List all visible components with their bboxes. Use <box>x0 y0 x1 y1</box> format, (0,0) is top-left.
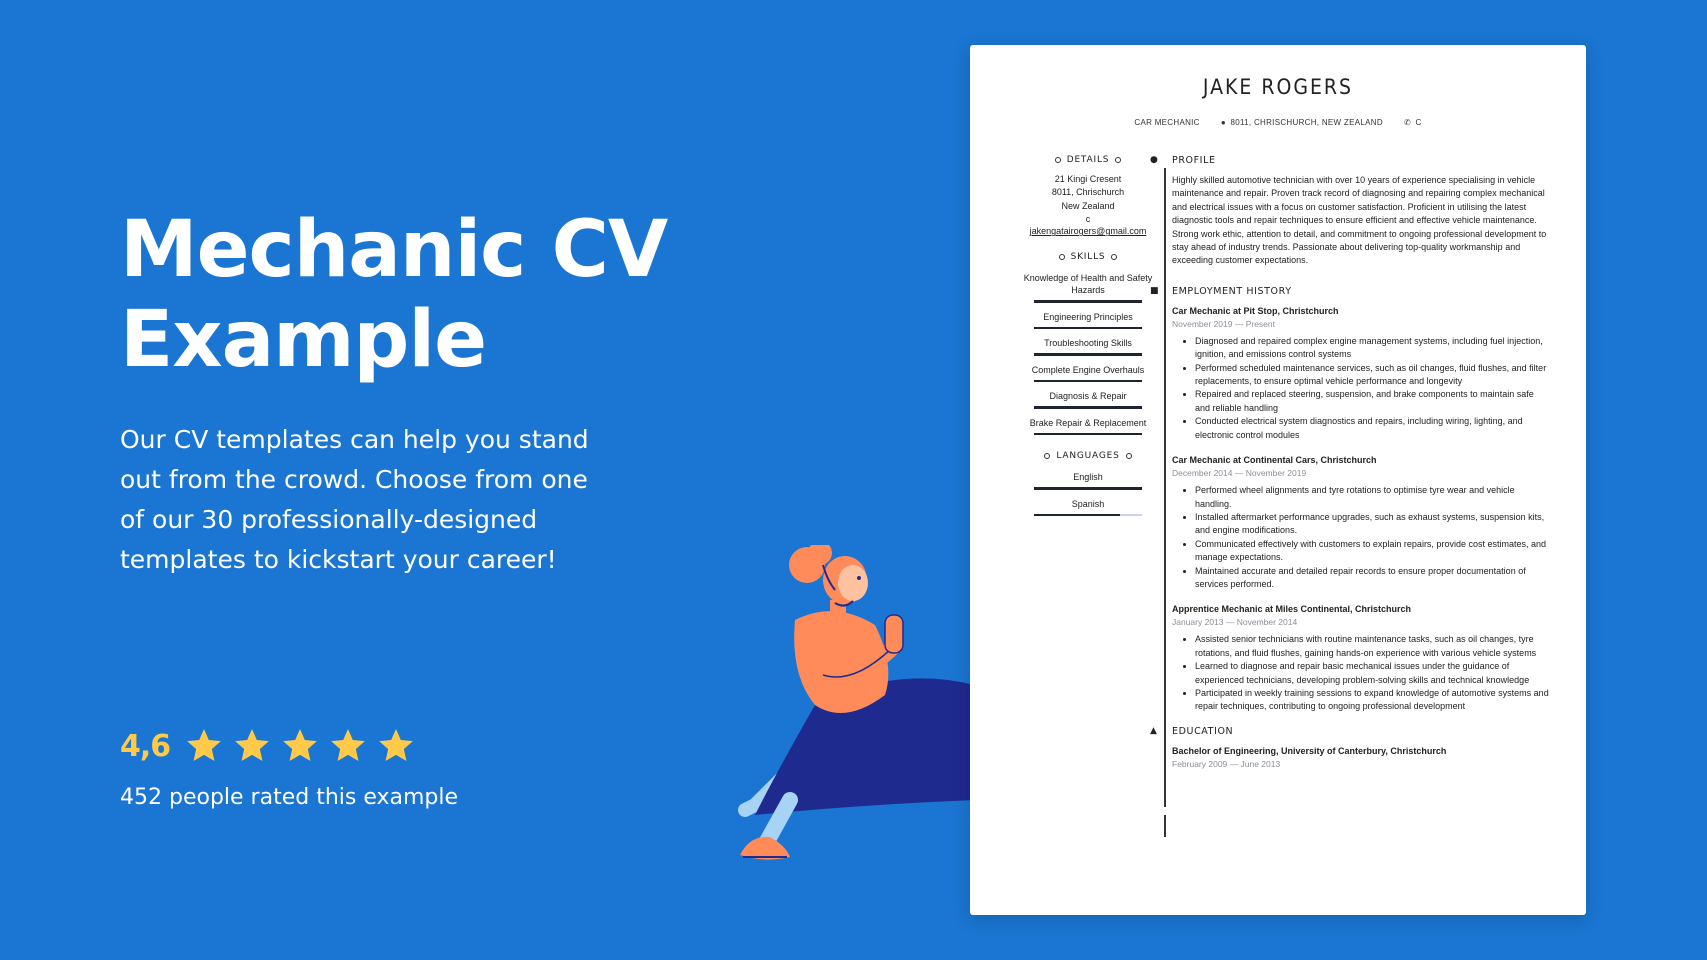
job-bullet: • Participated in weekly training sessions to expand knowledge of automotive systems and repair techniques, contributing to ongoing professional development <box>1195 687 1550 714</box>
details-phone: c <box>1085 213 1091 224</box>
education-entry <box>1150 745 1550 771</box>
timeline-line <box>1164 815 1166 837</box>
resume-job-title: CAR MECHANIC <box>1134 118 1200 127</box>
language-bar <box>1034 514 1142 517</box>
bullet-icon <box>1115 157 1121 163</box>
job-bullets <box>1172 633 1550 713</box>
education-heading: ▲ EDUCATION <box>1150 725 1234 737</box>
bullet-icon <box>1111 254 1117 260</box>
job-title: Apprentice Mechanic at Miles Continental, Christchurch <box>1172 604 1412 615</box>
job-bullets <box>1172 335 1550 442</box>
job-bullet: • Repaired and replaced steering, suspension, and brake components to maintain safe and reliable handling <box>1195 388 1550 415</box>
rating-count: 452 people rated this example <box>120 785 459 810</box>
job-bullet: • Performed scheduled maintenance services, such as oil changes, fluid flushes, and filter replacements, to ensure optimal vehicle performance and longevity <box>1195 362 1550 389</box>
star-icon[interactable] <box>280 726 320 766</box>
skill-bar <box>1034 380 1142 383</box>
languages-heading: LANGUAGES <box>1008 451 1168 461</box>
skill-bar <box>1034 353 1142 356</box>
skill-bar <box>1034 433 1142 436</box>
skill-item: Complete Engine Overhauls <box>1031 364 1145 375</box>
briefcase-icon: ■ <box>1150 285 1160 296</box>
resume-main <box>1150 155 1550 775</box>
skills-heading: SKILLS <box>1008 252 1168 262</box>
employment-heading: ■ EMPLOYMENT HISTORY <box>1150 285 1292 297</box>
language-item: English <box>1073 472 1103 483</box>
skill-item: Troubleshooting Skills <box>1044 338 1132 349</box>
resume-preview[interactable] <box>970 45 1586 915</box>
details-address1: 21 Kingi Cresent <box>1054 174 1122 184</box>
job-date: November 2019 — Present <box>1172 318 1275 329</box>
details-address2: 8011, Chrischurch <box>1051 187 1125 198</box>
graduation-cap-icon: ▲ <box>1150 725 1158 736</box>
job-title: Car Mechanic at Continental Cars, Christchurch <box>1172 455 1377 466</box>
resume-subline <box>970 118 1586 127</box>
skill-item: Brake Repair & Replacement <box>1029 417 1147 428</box>
phone-icon: ✆ <box>1404 118 1412 127</box>
job-bullet: • Diagnosed and repaired complex engine management systems, including fuel injection, ignition, and emissions control systems <box>1195 335 1550 362</box>
person-icon: ● <box>1150 155 1159 165</box>
hero-description: Our CV templates can help you stand out from the crowd. Choose from one of our 30 professionally-designed templates to kickstart your career! <box>120 425 589 574</box>
resume-sidebar <box>1008 155 1168 532</box>
details-section <box>1008 155 1168 236</box>
skill-item: Diagnosis & Repair <box>1049 391 1127 402</box>
star-icon[interactable] <box>328 726 368 766</box>
job-bullets <box>1172 484 1550 591</box>
skills-section <box>1008 252 1168 435</box>
skill-item: Knowledge of Health and Safety Hazards <box>1023 273 1153 296</box>
job-bullet: • Communicated effectively with customers to explain repairs, provide cost estimates, and manage expectations. <box>1195 538 1550 565</box>
language-item: Spanish <box>1071 498 1105 509</box>
job-bullet: • Performed wheel alignments and tyre rotations to optimise tyre wear and vehicle handling. <box>1195 484 1550 511</box>
profile-text: Highly skilled automotive technician with over 10 years of experience specialising in vehicle maintenance and repair. Proven track record of diagnosing and repairing complex mechanical and electrical issues with a focus on customer satisfaction. Proficient in utilising the latest diagnostic tools and repair techniques to ensure efficient and effective vehicle maintenance. Strong work ethic, attention to detail, and commitment to ongoing professional development to stay ahead of industry trends. Passionate about delivering top-quality workmanship and exceeding customer expectations. <box>1172 175 1547 266</box>
education-date: February 2009 — June 2013 <box>1172 758 1281 769</box>
profile-section <box>1150 155 1550 268</box>
page-title <box>120 205 667 385</box>
job-bullet: • Assisted senior technicians with routine maintenance tasks, such as oil changes, tyre rotations, and fluid flushes, gaining hands-on experience with various vehicle systems <box>1195 633 1550 660</box>
skill-item: Engineering Principles <box>1043 311 1133 322</box>
star-icon[interactable] <box>184 726 224 766</box>
title-line-1: Mechanic CV <box>120 205 668 295</box>
job-bullet: • Conducted electrical system diagnostics and repairs, including wiring, lighting, and electronic control modules <box>1195 415 1550 442</box>
woman-illustration <box>735 545 975 875</box>
star-icon[interactable] <box>232 726 272 766</box>
job-entry <box>1150 603 1550 713</box>
job-entry <box>1150 305 1550 442</box>
details-heading: DETAILS <box>1008 155 1168 165</box>
education-title: Bachelor of Engineering, University of Canterbury, Christchurch <box>1172 745 1447 756</box>
details-country: New Zealand <box>1061 200 1115 211</box>
languages-section <box>1008 451 1168 516</box>
job-entry <box>1150 454 1550 591</box>
resume-name: JAKE ROGERS <box>1202 75 1354 99</box>
job-bullet: • Maintained accurate and detailed repair records to ensure proper documentation of services performed. <box>1195 565 1550 592</box>
rating-row <box>120 726 416 766</box>
resume-location: 8011, CHRISCHURCH, NEW ZEALAND <box>1230 118 1383 127</box>
details-email[interactable]: jakengatairogers@gmail.com <box>1029 226 1147 237</box>
language-bar <box>1034 487 1142 490</box>
skill-bar <box>1034 327 1142 330</box>
education-section <box>1150 726 1550 771</box>
bullet-icon <box>1126 453 1132 459</box>
profile-heading: ● PROFILE <box>1150 155 1216 166</box>
rating-value: 4,6 <box>120 728 171 764</box>
employment-section <box>1150 286 1550 714</box>
job-title: Car Mechanic at Pit Stop, Christchurch <box>1172 305 1339 316</box>
star-icon[interactable] <box>376 726 416 766</box>
job-bullet: • Learned to diagnose and repair basic mechanical issues under the guidance of experienced technicians, developing problem-solving skills and technical knowledge <box>1195 660 1550 687</box>
title-line-2: Example <box>120 295 486 385</box>
location-pin-icon: ● <box>1220 118 1226 127</box>
bullet-icon <box>1044 453 1050 459</box>
star-rating[interactable] <box>184 726 416 766</box>
job-date: December 2014 — November 2019 <box>1172 468 1307 479</box>
skill-bar <box>1034 406 1142 409</box>
bullet-icon <box>1059 254 1065 260</box>
bullet-icon <box>1055 157 1061 163</box>
skill-bar <box>1034 300 1142 303</box>
resume-phone: C <box>1415 118 1422 127</box>
job-bullet: • Installed aftermarket performance upgrades, such as exhaust systems, suspension kits, and engine modifications. <box>1195 511 1550 538</box>
job-date: January 2013 — November 2014 <box>1172 617 1298 628</box>
